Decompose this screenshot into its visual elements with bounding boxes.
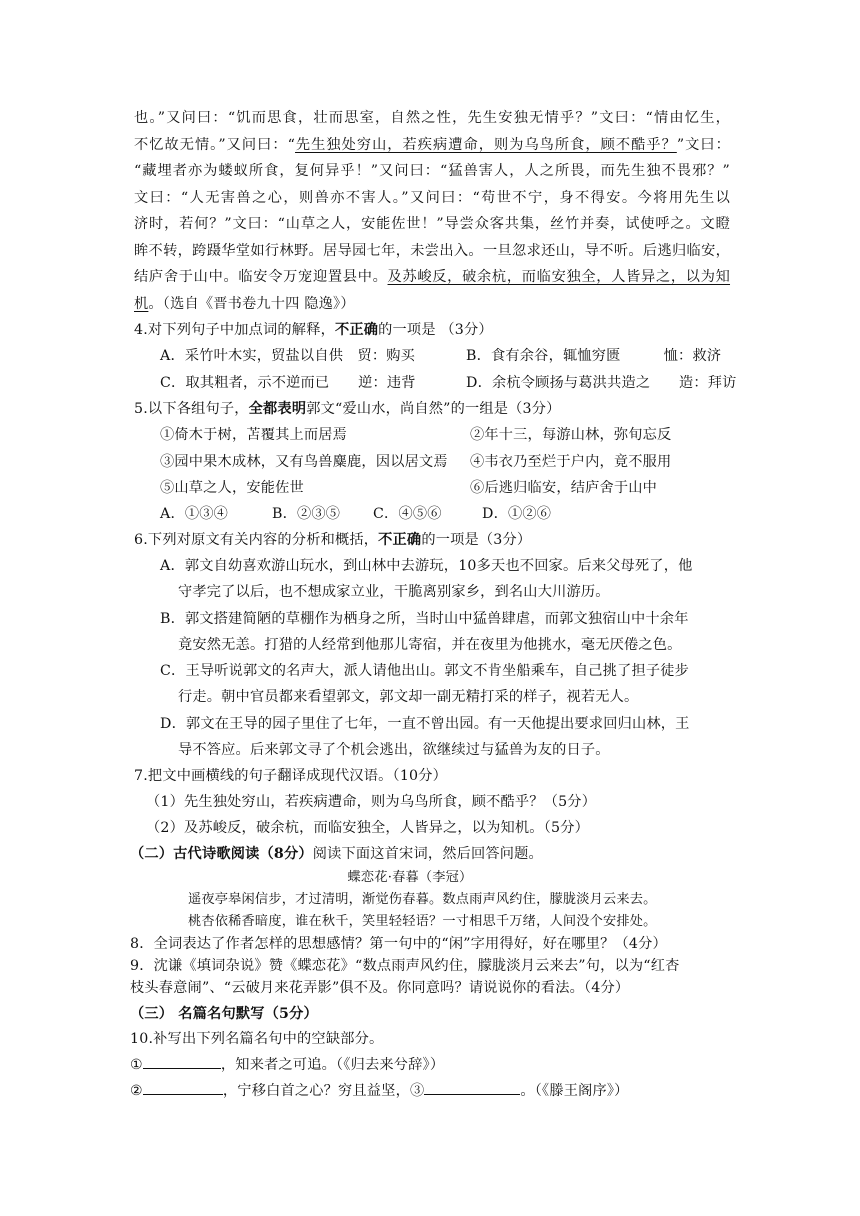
fill-blank-3[interactable] [424, 1080, 520, 1095]
passage-text: 结庐舍于山中。临安令万宠迎置县中。 [134, 269, 388, 285]
quote-text: ，知来者之可追。（《归去来兮辞》） [220, 1057, 445, 1073]
passage-text: ”文曰： [676, 137, 730, 153]
fill-blank-2[interactable] [143, 1080, 223, 1095]
stem-text: 5.以下各组句子， [134, 401, 249, 417]
question-7-sentence-1: （1）先生独处穷山，若疾病遭命，则为乌鸟所食，顾不酷乎？（5分） [146, 794, 597, 810]
stem-text: 4.对下列句子中加点词的解释， [134, 322, 335, 338]
quote-source: 。（《滕王阁序》） [520, 1083, 629, 1099]
question-6-option-b: B．郭文搭建简陋的草棚作为栖身之所，当时山中猛兽肆虐，而郭文独宿山中十余年 [160, 611, 689, 627]
question-4-stem [134, 320, 493, 340]
underlined-sentence: 机 [134, 296, 149, 312]
question-5-option-c: C．④⑤⑥ [373, 506, 442, 522]
question-6-option-a-cont: 守孝完了以后，也不想成家立业，干脆离别家乡，到名山大川游历。 [178, 584, 610, 600]
passage-text: 不忆故无情。”又问曰：“ [134, 137, 296, 153]
stem-text: 的一项是 （3分） [378, 322, 493, 338]
question-8: 8．全词表达了作者怎样的思想感情？第一句中的“闲”字用得好，好在哪里？（4分） [130, 936, 667, 952]
passage-source: 。（选自《晋书卷九十四 隐逸》） [148, 296, 355, 312]
question-7-stem: 7.把文中画横线的句子翻译成现代汉语。（10分） [134, 768, 448, 784]
passage-line [134, 294, 355, 314]
question-6-option-b-cont: 竟安然无恙。打猎的人经常到他那儿寄宿，并在夜里为他挑水，毫无厌倦之色。 [178, 637, 682, 653]
question-10-row-2 [130, 1080, 629, 1101]
section-title: （二）古代诗歌阅读（8分） [130, 846, 313, 862]
passage-line: 济时，若何？”文曰：“山草之人，安能佐世！”导尝众客共集，丝竹并奏，试使呼之。文瞪 [134, 216, 730, 232]
question-6-stem [134, 530, 531, 550]
section-instruction: 阅读下面这首宋词，然后回答问题。 [312, 846, 543, 862]
stem-emphasis: 不正确 [334, 322, 379, 338]
stem-text: 6.下列对原文有关内容的分析和概括， [134, 532, 379, 548]
passage-line [134, 267, 730, 287]
blank-number: ① [130, 1057, 143, 1073]
passage-line: 眸不转，跨蹑华堂如行林野。居导园七年，未尝出入。一旦忽求还山，导不听。后逃归临安， [134, 243, 730, 259]
quote-text: ，宁移白首之心？穷且益坚，③ [222, 1083, 425, 1099]
question-9: 9．沈谦《填词杂说》赞《蝶恋花》“数点雨声风约住，朦胧淡月云来去”句，以为“红杏 [130, 958, 680, 974]
poem-line-2: 桃杏依稀香暗度，谁在秋千，笑里轻轻语？一寸相思千万绪，人间没个安排处。 [188, 914, 657, 929]
stem-text: 郭文“爱山水，尚自然”的一组是（3分） [306, 401, 561, 417]
fill-blank-1[interactable] [143, 1054, 221, 1069]
question-5-sentence-1: ①倚木于树，苫覆其上而居焉 [160, 427, 348, 443]
question-5-stem [134, 399, 561, 419]
question-10-row-1 [130, 1054, 444, 1075]
question-7-sentence-2: （2）及苏峻反，破余杭，而临安独全，人皆异之，以为知机。（5分） [146, 820, 589, 836]
question-5-sentence-3: ③园中果木成林，又有鸟兽麋鹿，因以居文焉 [160, 454, 448, 470]
question-6-option-c: C．王导听说郭文的名声大，派人请他出山。郭文不肯坐船乘车，自己挑了担子徒步 [160, 663, 690, 679]
question-5-sentence-5: ⑤山草之人，安能佐世 [160, 480, 304, 496]
question-4-option-b: B．食有余谷，辄恤穷匮 恤：救济 [466, 348, 722, 364]
question-5-option-d: D．①②⑥ [482, 506, 552, 522]
underlined-sentence: 先生独处穷山，若疾病遭命，则为乌鸟所食，顾不酷乎？ [295, 137, 677, 153]
question-4-option-d: D．余杭令顾扬与葛洪共造之 造：拜访 [466, 375, 737, 391]
question-6-option-c-cont: 行走。朝中官员都来看望郭文，郭文却一副无精打采的样子，视若无人。 [178, 689, 639, 705]
question-4-option-a: A．采竹叶木实，贸盐以自供 贸：购买 [160, 348, 416, 364]
question-5-sentence-4: ④韦衣乃至烂于户内，竟不服用 [470, 454, 672, 470]
poem-title: 蝶恋花·春暮（李冠） [347, 870, 473, 885]
question-9-cont: 枝头春意闹”、“云破月来花弄影”俱不及。你同意吗？请说说你的看法。（4分） [130, 980, 630, 996]
stem-text: 的一项是（3分） [421, 532, 532, 548]
question-6-option-d-cont: 导不答应。后来郭文寻了个机会逃出，欲继续过与猛兽为友的日子。 [178, 742, 610, 758]
question-10-stem: 10.补写出下列名篇名句中的空缺部分。 [130, 1031, 384, 1047]
section-2-heading [130, 844, 543, 864]
passage-line [134, 135, 730, 155]
question-5-sentence-2: ②年十三，每游山林，弥旬忘反 [470, 427, 672, 443]
question-6-option-d: D．郭文在王导的园子里住了七年，一直不曾出园。有一天他提出要求回归山林，王 [160, 716, 690, 732]
poem-line-1: 遥夜亭皋闲信步，才过清明，渐觉伤春暮。数点雨声风约住，朦胧淡月云来去。 [188, 892, 657, 907]
question-5-option-b: B．②③⑤ [272, 506, 341, 522]
question-4-option-c: C．取其粗者，示不逆而已 逆：违背 [160, 375, 416, 391]
blank-number: ② [130, 1083, 143, 1099]
stem-emphasis: 不正确 [378, 532, 422, 548]
passage-line: 文曰：“人无害兽之心，则兽亦不害人。”又问曰：“苟世不宁，身不得安。今将用先生以 [134, 190, 730, 206]
underlined-sentence: 及苏峻反，破余杭，而临安独全，人皆异之，以为知 [387, 269, 731, 285]
stem-emphasis: 全都表明 [248, 401, 307, 417]
passage-line: 也。”又问曰：“饥而思食，壮而思室，自然之性，先生安独无情乎？”文曰：“情由忆生， [134, 110, 730, 126]
question-6-option-a: A．郭文自幼喜欢游山玩水，到山林中去游玩，10多天也不回家。后来父母死了，他 [160, 558, 693, 574]
section-3-heading: （三） 名篇名句默写（5分） [130, 1006, 318, 1022]
question-5-option-a: A．①③④ [160, 506, 228, 522]
question-5-sentence-6: ⑥后逃归临安，结庐舍于山中 [470, 480, 658, 496]
passage-line: “藏埋者亦为蝼蚁所食，复何异乎！”又问曰：“猛兽害人，人之所畏，而先生独不畏邪？” [134, 163, 730, 179]
